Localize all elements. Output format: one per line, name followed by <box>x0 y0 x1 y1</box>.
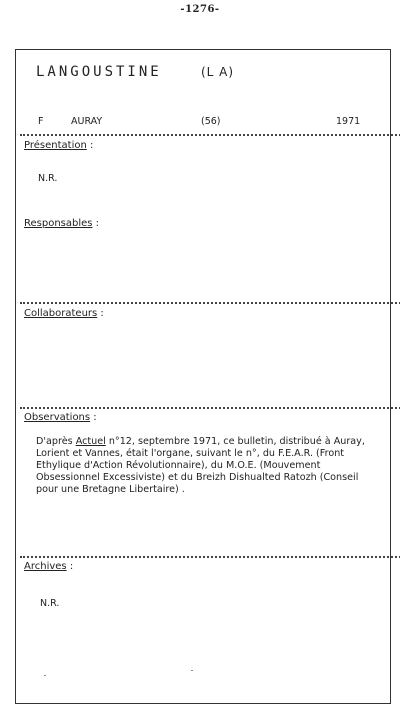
section-label-colon: : <box>66 561 74 572</box>
section-label-responsables <box>24 218 99 229</box>
record-card <box>15 49 391 704</box>
observations-text-pre: D'après <box>36 436 76 447</box>
record-title: LANGOUSTINE <box>36 64 162 80</box>
observations-text <box>36 436 381 496</box>
section-label-text: Collaborateurs <box>24 308 98 319</box>
section-label-text: Archives <box>24 561 67 572</box>
presentation-text: N.R. <box>38 173 58 184</box>
divider <box>20 302 400 304</box>
observations-source-link: Actuel <box>75 436 106 447</box>
divider <box>20 407 400 409</box>
section-label-presentation <box>24 140 93 151</box>
scan-speck <box>191 670 193 671</box>
page-number: -1276- <box>180 4 220 15</box>
scan-speck <box>44 675 46 676</box>
archives-text: N.R. <box>40 598 60 609</box>
section-label-colon: : <box>92 218 100 229</box>
section-label-archives <box>24 561 73 572</box>
meta-year: 1971 <box>336 116 361 127</box>
section-label-collaborateurs <box>24 308 104 319</box>
meta-city: AURAY <box>71 116 103 127</box>
section-label-colon: : <box>90 412 97 423</box>
section-label-text: Présentation <box>24 140 87 151</box>
section-label-colon: : <box>97 308 104 319</box>
record-title-suffix: (L A) <box>201 65 235 79</box>
divider <box>20 134 400 136</box>
meta-department: (56) <box>201 116 221 127</box>
meta-country: F <box>38 116 44 127</box>
section-label-colon: : <box>86 140 94 151</box>
section-label-text: Observations <box>24 412 91 423</box>
observations-text-post: n°12, septembre 1971, ce bulletin, distribué à Auray, Lorient et Vannes, était l'organe, suivant le n°, du F.E.A.R. (Front Ethylique d'Action Révolutionnaire), du M.O.E. (Mouvement Obsessionnel Excessiviste) et du Breizh Dishualted Ratozh (Conseil pour une Bretagne Libertaire) . <box>36 436 365 495</box>
section-label-text: Responsables <box>24 218 93 229</box>
section-label-observations <box>24 412 97 423</box>
divider <box>20 556 400 558</box>
